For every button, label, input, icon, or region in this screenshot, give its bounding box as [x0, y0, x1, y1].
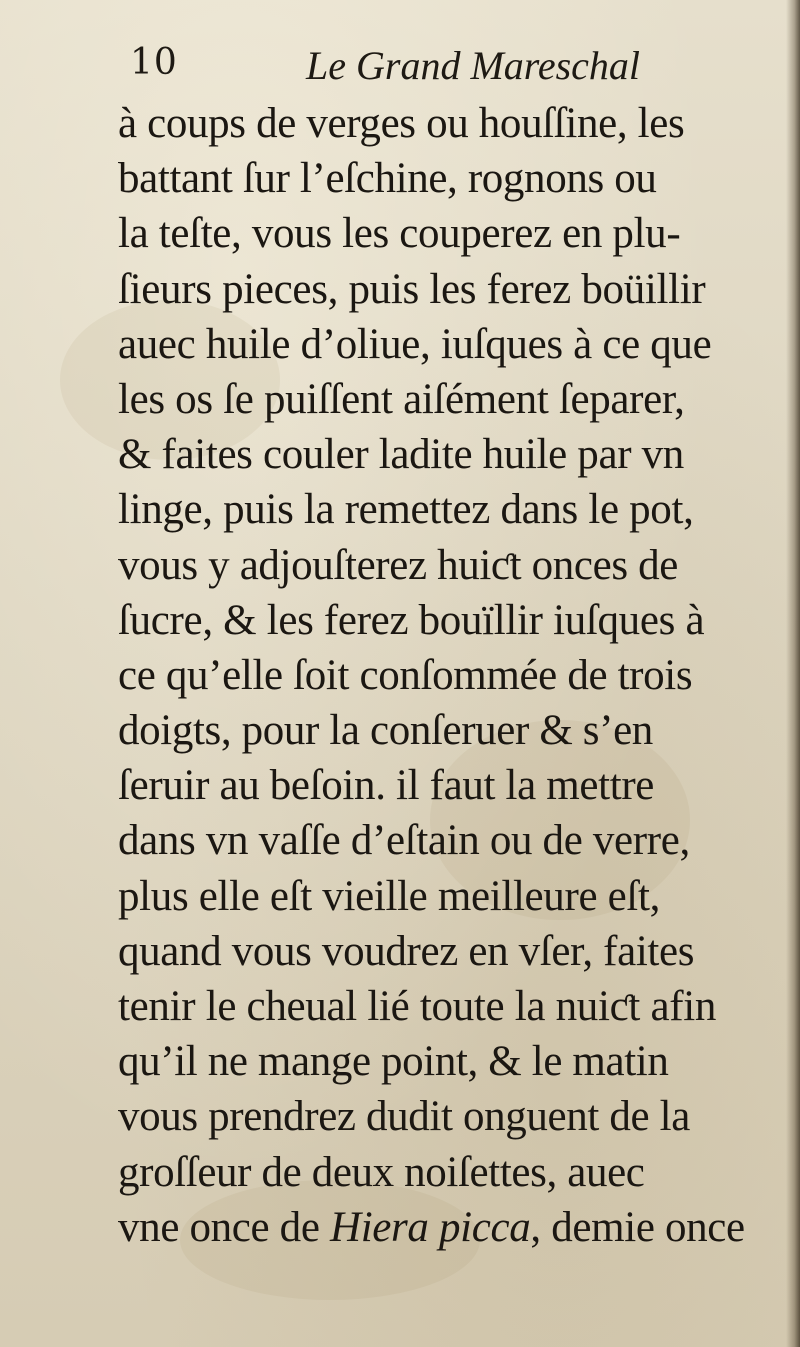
text-line — [118, 96, 778, 151]
page-edge-shadow — [786, 0, 800, 1347]
text-line-roman: à coups de verges ou houſſine, les — [118, 100, 685, 147]
text-line-roman: & faites couler ladite huile par vn — [118, 431, 684, 479]
text-line-roman: ce qu’elle ſoit conſommée de trois — [118, 651, 693, 699]
text-line — [118, 262, 778, 317]
body-text — [118, 96, 778, 1255]
text-line — [118, 648, 778, 703]
running-title: Le Grand Mareschal — [306, 43, 641, 88]
text-line-roman: battant ſur l’eſchine, rognons ou — [118, 155, 657, 203]
text-line — [118, 593, 778, 648]
page-number: 10 — [130, 42, 178, 83]
text-line — [118, 206, 778, 261]
text-line — [118, 1145, 778, 1200]
text-line — [118, 1200, 778, 1255]
text-line — [118, 1034, 778, 1089]
text-line-roman: dans vn vaſſe d’eſtain ou de verre, — [118, 817, 690, 865]
text-line — [118, 924, 778, 979]
text-line-roman: vne once de — [118, 1203, 330, 1251]
text-line-roman: ſucre, & les ferez bouïllir iuſques à — [118, 596, 705, 644]
text-line — [118, 703, 778, 758]
text-line-roman: quand vous voudrez en vſer, faites — [118, 927, 695, 975]
text-line — [118, 538, 778, 593]
text-line-roman: les os ſe puiſſent aiſément ſeparer, — [118, 375, 685, 423]
text-line-roman: la teſte, vous les couperez en plu- — [118, 210, 681, 258]
text-line — [118, 1089, 778, 1144]
page-header — [130, 42, 770, 92]
text-line-roman: auec huile d’oliue, iuſques à ce que — [118, 320, 712, 368]
text-line-roman: vous y adjouſterez huiƈt onces de — [118, 541, 678, 589]
text-line — [118, 482, 778, 537]
text-line-italic: Hiera picca — [329, 1203, 531, 1251]
text-line-roman: vous prendrez dudit onguent de la — [118, 1093, 690, 1141]
text-line — [118, 427, 778, 482]
text-line-roman: ſeruir au beſoin. il faut la mettre — [118, 762, 655, 810]
text-line — [118, 372, 778, 427]
text-line-roman: doigts, pour la conſeruer & s’en — [118, 707, 653, 755]
text-line — [118, 151, 778, 206]
text-line — [118, 758, 778, 813]
text-line — [118, 869, 778, 924]
text-line-roman: , demie once — [530, 1203, 745, 1251]
text-line-roman: tenir le cheual lié toute la nuiƈt afin — [118, 983, 717, 1030]
text-line-roman: ſieurs pieces, puis les ferez boüillir — [118, 265, 706, 313]
text-line-roman: plus elle eſt vieille meilleure eſt, — [118, 872, 661, 920]
text-line-roman: qu’il ne mange point, & le matin — [118, 1038, 669, 1086]
text-line — [118, 979, 778, 1034]
text-line — [118, 813, 778, 868]
text-line — [118, 317, 778, 372]
text-line-roman: linge, puis la remettez dans le pot, — [118, 486, 694, 534]
text-line-roman: groſſeur de deux noiſettes, auec — [118, 1148, 645, 1196]
